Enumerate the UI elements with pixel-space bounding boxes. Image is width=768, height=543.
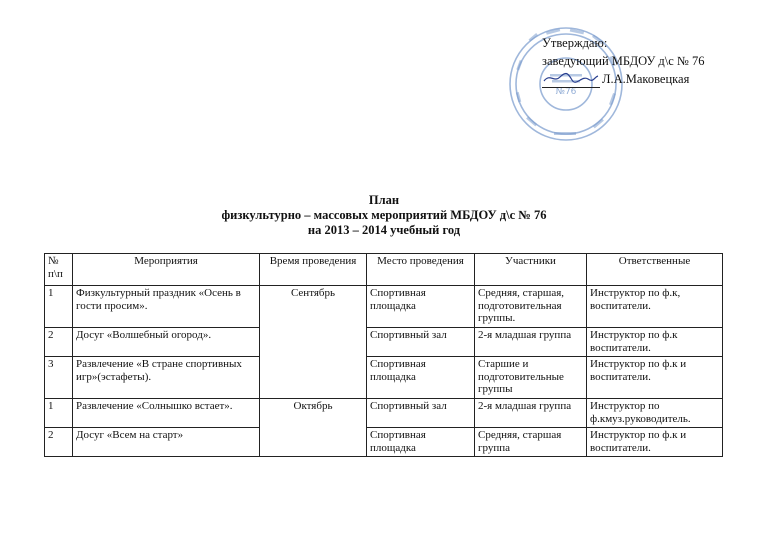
cell-participants: 2-я младшая группа xyxy=(475,328,587,357)
cell-responsible: Инструктор по ф.к и воспитатели. xyxy=(587,428,723,457)
cell-num: 2 xyxy=(45,328,73,357)
cell-responsible: Инструктор по ф.к, воспитатели. xyxy=(587,286,723,328)
approval-block xyxy=(542,34,762,88)
cell-participants: Средняя, старшая, подготовительная группы. xyxy=(475,286,587,328)
table-header-row xyxy=(45,254,723,286)
cell-event: Досуг «Всем на старт» xyxy=(73,428,260,457)
title-line1: План xyxy=(368,193,400,207)
cell-place: Спортивная площадка xyxy=(367,428,475,457)
header-event: Мероприятия xyxy=(73,254,260,286)
header-time: Время проведения xyxy=(260,254,367,286)
cell-num: 1 xyxy=(45,399,73,428)
header-participants: Участники xyxy=(475,254,587,286)
approval-line2: заведующий МБДОУ д\с № 76 xyxy=(542,54,705,68)
document-title xyxy=(0,193,768,238)
cell-place: Спортивная площадка xyxy=(367,286,475,328)
stamp-number: №76 xyxy=(555,87,577,97)
cell-participants: 2-я младшая группа xyxy=(475,399,587,428)
cell-time: Сентябрь xyxy=(260,286,367,399)
table-row xyxy=(45,328,723,357)
cell-num: 3 xyxy=(45,357,73,399)
table-row xyxy=(45,357,723,399)
header-place: Место проведения xyxy=(367,254,475,286)
signature xyxy=(542,75,600,88)
cell-place: Спортивный зал xyxy=(367,399,475,428)
cell-num: 1 xyxy=(45,286,73,328)
table-row xyxy=(45,428,723,457)
cell-participants: Средняя, старшая группа xyxy=(475,428,587,457)
header-responsible: Ответственные xyxy=(587,254,723,286)
cell-num: 2 xyxy=(45,428,73,457)
cell-event: Развлечение «Солнышко встает». xyxy=(73,399,260,428)
cell-event: Развлечение «В стране спортивных игр»(эстафеты). xyxy=(73,357,260,399)
signature-scribble xyxy=(542,71,600,85)
cell-event: Досуг «Волшебный огород». xyxy=(73,328,260,357)
cell-event: Физкультурный праздник «Осень в гости просим». xyxy=(73,286,260,328)
cell-participants: Старшие и подготовительные группы xyxy=(475,357,587,399)
header-num: № п\п xyxy=(45,254,73,286)
table-row xyxy=(45,286,723,328)
approval-line1: Утверждаю: xyxy=(542,36,608,50)
title-line2: физкультурно – массовых мероприятий МБДОУ д\с № 76 xyxy=(221,208,547,222)
table-row xyxy=(45,399,723,428)
cell-place: Спортивный зал xyxy=(367,328,475,357)
cell-place: Спортивная площадка xyxy=(367,357,475,399)
title-line3: на 2013 – 2014 учебный год xyxy=(307,223,461,237)
approval-line3: Л.А.Маковецкая xyxy=(602,72,690,86)
cell-responsible: Инструктор по ф.к и воспитатели. xyxy=(587,357,723,399)
cell-time: Октябрь xyxy=(260,399,367,457)
cell-responsible: Инструктор по ф.кмуз.руководитель. xyxy=(587,399,723,428)
events-table xyxy=(44,253,723,457)
cell-responsible: Инструктор по ф.к воспитатели. xyxy=(587,328,723,357)
